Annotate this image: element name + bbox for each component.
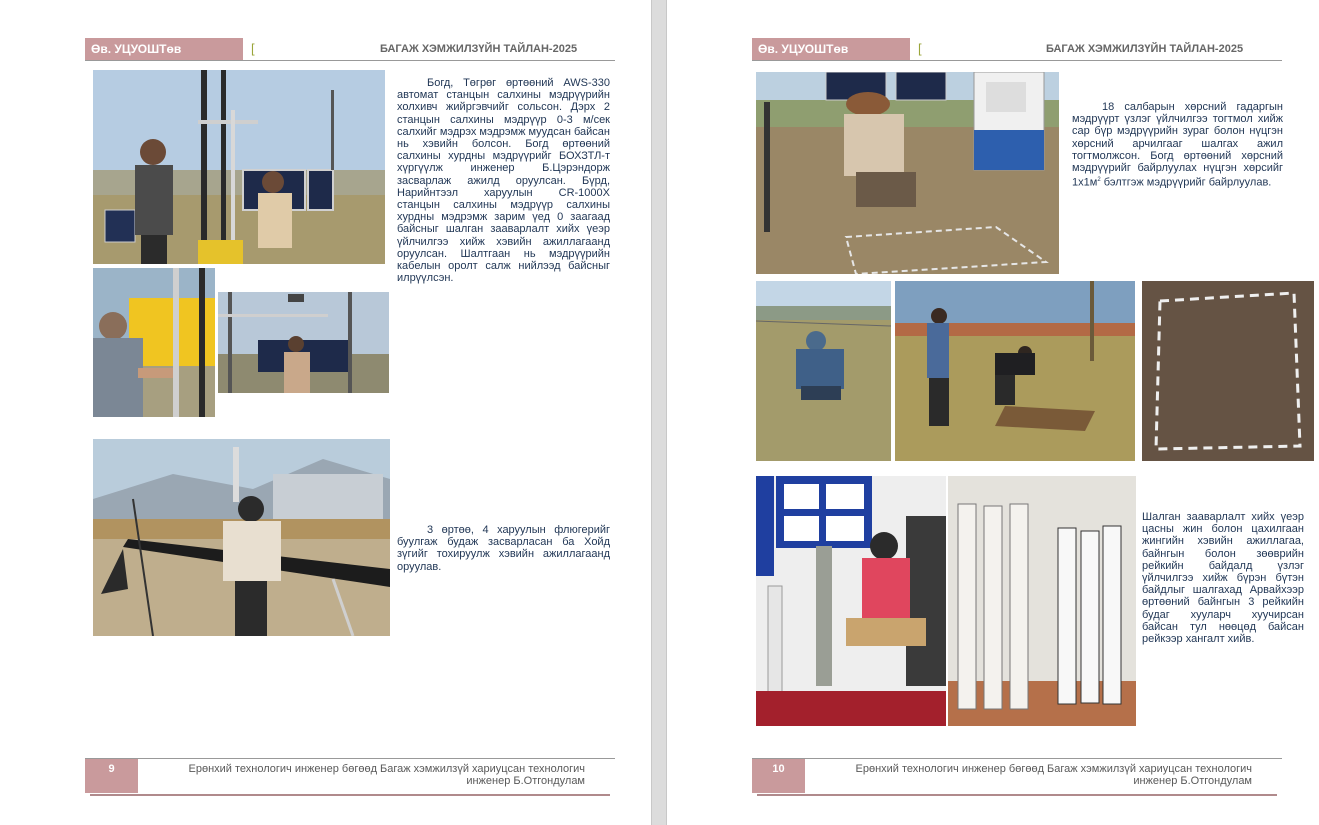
footer-author xyxy=(817,763,1252,787)
header-bracket: [ xyxy=(251,41,255,56)
footer-rule-top xyxy=(752,758,1282,759)
photo-anemometer-repair xyxy=(93,70,385,264)
header-rule xyxy=(752,60,1282,61)
page-right xyxy=(667,0,1319,825)
page-left xyxy=(0,0,651,825)
photo-wind-vane xyxy=(93,439,390,636)
footer-rule-bottom xyxy=(757,794,1277,796)
photo-snow-stakes xyxy=(948,476,1136,726)
header-bracket: [ xyxy=(918,41,922,56)
paragraph-wind-vane xyxy=(397,524,610,573)
paragraph-soil-sensor-end: бэлтгэж мэдрүүрийг байрлуулав. xyxy=(1100,176,1272,189)
footer-author-line-2: инженер Б.Отгондулам xyxy=(466,775,585,787)
paragraph-wind-vane-text: 3 өртөө, 4 харуулын флюгерийг буулгаж будаж засварласан ба Хойд зүгийг тохируулж хэвийн ажиллагаанд оруулав. xyxy=(397,524,610,573)
footer-page-number: 10 xyxy=(772,763,785,775)
page-gutter xyxy=(651,0,667,825)
header-report-title: БАГАЖ ХЭМЖИЛЗҮЙН ТАЙЛАН-2025 xyxy=(1046,43,1244,55)
footer-page-box xyxy=(752,759,805,793)
photo-marking-soil xyxy=(756,281,891,461)
photo-datalogger-box xyxy=(93,268,215,417)
photo-soil-plot-preparation xyxy=(756,72,1059,274)
photo-digging-soil xyxy=(895,281,1135,461)
header-org-text: Өв. УЦУОШТөв xyxy=(758,42,849,56)
paragraph-snow-gauge-text: Шалган зааварлалт хийх үеэр цасны жин болон цахилгаан жингийн хэвийн ажиллагаа, байнгын болон зөөврийн рейкийн байдалд үзлэг үйлчилгээ хийж бүрэн бүтэн байдлыг шалгахад Арвайхээр өртөөний байнгын 3 рейкийн будаг хууларч хуучирсан байсан тул нөөцөд байсан рейкээр хангалт хийв. xyxy=(1142,511,1304,646)
paragraph-anemometer xyxy=(397,77,610,284)
photo-marked-soil-plot xyxy=(1142,281,1314,461)
header-org-tag xyxy=(752,38,910,60)
footer-page-box xyxy=(85,759,138,793)
footer-author-line-1: Ерөнхий технологич инженер бөгөөд Багаж хэмжилзүй хариуцсан технологич xyxy=(855,763,1252,775)
paragraph-soil-sensor-text: 18 салбарын хөрсний гадаргын мэдрүүрт үзлэг үйлчилгээ тогтмол хийж сар бүр мэдрүүрийн зураг болон нүцгэн хөрсний арчилгааг шалгах ажил тогтмолжсон. Богд өртөөний хөрсний мэдрүүрийг байрлуулах нүцгэн хөрсийг 1x1м xyxy=(1072,101,1283,189)
paragraph-anemometer-text: Богд, Төгрөг өртөөний AWS-330 автомат станцын салхины мэдрүүрийн холхивч жийргэвчийг сольсон. Дэрх 2 станцын салхины мэдрүүр 0-3 м/сек салхийг мэдрэх мэдрэмж муудсан байсан нь хэвийн болсон. Богд өртөөний салхины хурдны мэдрүүрийг БОХЗТЛ-т хүргүүлж инженер Б.Цэрэндорж засварлаж ажилд оруулсан. Бүрд, Нарийнтээл харуулын CR-1000X станцын салхины мэдрүүр салхины хурдны мэдрэмж зарим үед 0 заагаад байсныг шалган зааварлалт хийх үеэр үйлчилгээ хийж хэвийн ажиллагаанд оруулсан. Шалтгаан нь мэдрүүрийн кабелын оролт салж нийлээд байсныг илрүүлсэн. xyxy=(397,77,610,285)
paragraph-soil-sensor xyxy=(1072,101,1283,189)
header-rule xyxy=(85,60,615,61)
photo-snow-gauge-inspection xyxy=(756,476,946,726)
footer-rule-top xyxy=(85,758,615,759)
footer-page-number: 9 xyxy=(108,763,115,775)
header-org-text: Өв. УЦУОШТөв xyxy=(91,42,182,56)
footer-rule-bottom xyxy=(90,794,610,796)
header-report-title: БАГАЖ ХЭМЖИЛЗҮЙН ТАЙЛАН-2025 xyxy=(380,43,578,55)
footer-author-line-1: Ерөнхий технологич инженер бөгөөд Багаж хэмжилзүй хариуцсан технологич xyxy=(188,763,585,775)
footer-author-line-2: инженер Б.Отгондулам xyxy=(1133,775,1252,787)
paragraph-snow-gauge xyxy=(1142,511,1304,645)
footer-author xyxy=(150,763,585,787)
header-org-tag xyxy=(85,38,243,60)
paragraph-soil-sensor-sup: 2 xyxy=(1097,177,1101,184)
photo-technician-pole xyxy=(218,292,389,393)
